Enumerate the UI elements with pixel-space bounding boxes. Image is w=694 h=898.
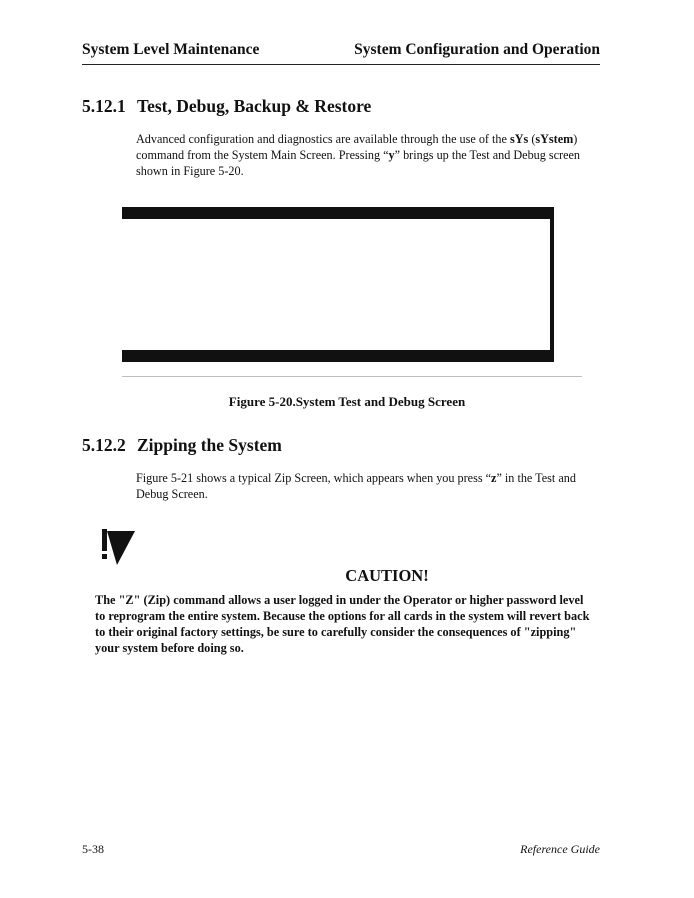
section-5-12-1-paragraph: Advanced configuration and diagnostics are available through the use of the sYs (sYstem) command from the System Main Screen. Pressing “y” brings up the Test and Debug screen shown in Figure 5-20. <box>136 132 581 178</box>
caution-title: CAUTION! <box>345 566 429 585</box>
caution-icon <box>95 523 139 567</box>
section-title: Test, Debug, Backup & Restore <box>137 96 372 116</box>
y-key: y <box>388 148 395 162</box>
z-key: z <box>491 471 497 485</box>
terminal-menu-bar <box>122 350 554 374</box>
footer-guide-title: Reference Guide <box>520 842 600 856</box>
section-heading-5-12-1 <box>82 96 371 117</box>
figure-divider <box>122 376 582 377</box>
system-command: sYstem <box>535 132 574 146</box>
header-right: System Configuration and Operation <box>354 41 600 58</box>
terminal-title-bar <box>122 207 554 243</box>
section-title: Zipping the System <box>137 435 282 455</box>
test-debug-terminal-screen <box>122 207 554 374</box>
terminal-title: Test and Debug <box>236 219 329 231</box>
figure-caption: Figure 5-20.System Test and Debug Screen <box>228 394 466 409</box>
terminal-menu: Zip | Debug | Reg | Backup | rEstore | Amt |Main <box>127 362 444 374</box>
header-left: System Level Maintenance <box>82 41 260 58</box>
section-number: 5.12.1 <box>82 96 126 116</box>
section-5-12-2-paragraph: Figure 5-21 shows a typical Zip Screen, which appears when you press “z” in the Test and Debug Screen. <box>136 471 576 501</box>
terminal-datetime: 07-17-13 08:58 <box>456 231 549 243</box>
section-heading-5-12-2 <box>82 435 282 456</box>
caution-text: The "Z" (Zip) command allows a user logged in under the Operator or higher password level to reprogram the entire system. Because the options for all cards in the system will revert back to their original factory settings, be sure to carefully consider the consequences of "zipping" your system before doing so. <box>95 593 590 655</box>
terminal-right-border <box>550 207 554 362</box>
section-number: 5.12.2 <box>82 435 126 455</box>
page-header <box>82 40 600 65</box>
sys-command: sYs <box>509 132 529 146</box>
page-number: 5-38 <box>82 842 104 856</box>
